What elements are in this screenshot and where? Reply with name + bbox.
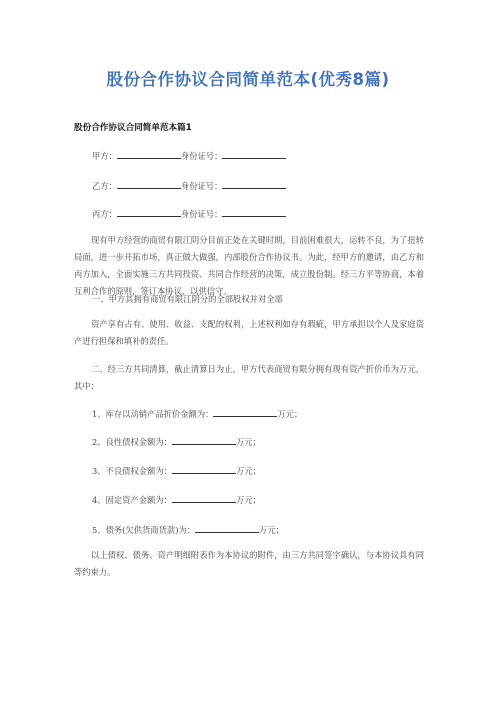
clause-1-body: 资产享有占有、使用、收益、支配的权利，上述权利如存有瑕疵，甲方承担以个人及家庭资产进行担保和填补的责任。 xyxy=(74,319,424,346)
party-line-c xyxy=(92,208,286,220)
closing-paragraph: 以上债权、债务、资产明细附表作为本协议的附件，由三方共同签字确认，与本协议具有同等约束力。 xyxy=(74,550,424,577)
id-blank xyxy=(222,208,286,217)
asset-item xyxy=(92,494,261,506)
item-unit: 万元； xyxy=(235,466,261,476)
id-label: 身份证号： xyxy=(180,209,223,219)
id-blank xyxy=(222,150,286,159)
document-title: 股份合作协议合同简单范本(优秀8篇) xyxy=(106,70,390,89)
intro-paragraph: 现有甲方经营的商贸有限江阴分目前正处在关键时期，目前困难很大，运转不良，为了扭转局面，进一步开拓市场，真正做大做强，内部股份合作协议书。为此，经甲方的邀请，由乙方和丙方加入，全面实施三方共同投资、共同合作经营的决策，成立股份制。经三方平等协商，本着互利合作的原则，签订本协议，以供信守。 xyxy=(74,235,424,296)
party-label: 丙方： xyxy=(92,209,117,219)
item-unit: 万元； xyxy=(259,525,284,535)
party-label: 乙方： xyxy=(92,181,117,191)
item-label: 5、债务(欠供货商货款)为： xyxy=(92,525,196,535)
item-label: 4、固定资产金额为： xyxy=(92,495,172,505)
item-unit: 万元； xyxy=(235,495,261,505)
party-line-b xyxy=(92,180,286,192)
item-label: 1、库存以动销产品折价金额为： xyxy=(92,409,214,419)
item-unit: 万元； xyxy=(235,437,261,447)
asset-item xyxy=(92,436,261,448)
asset-item xyxy=(92,408,302,420)
clause-2-body: 二、经三方共同清算，截止清算日为止，甲方代表商贸有限分拥有现有资产折价币为万元，其中： xyxy=(74,364,424,391)
asset-item xyxy=(92,524,284,536)
item-unit: 万元； xyxy=(277,409,303,419)
item-label: 2、良性债权金额为： xyxy=(92,437,172,447)
party-line-a xyxy=(92,150,286,162)
id-label: 身份证号： xyxy=(180,181,223,191)
id-blank xyxy=(222,180,286,189)
amount-blank xyxy=(172,436,236,445)
item-label: 3、不良债权金额为： xyxy=(92,466,172,476)
amount-blank xyxy=(213,408,277,417)
section-heading: 股份合作协议合同简单范本篇1 xyxy=(74,123,192,133)
clause-1-title: 一、甲方其拥有商贸有限江阴分的全部股权并对全部 xyxy=(92,294,283,304)
amount-blank xyxy=(195,524,259,533)
name-blank xyxy=(117,208,181,217)
name-blank xyxy=(117,150,181,159)
amount-blank xyxy=(172,494,236,503)
asset-item xyxy=(92,465,261,477)
party-label: 甲方： xyxy=(92,151,117,161)
name-blank xyxy=(117,180,181,189)
id-label: 身份证号： xyxy=(180,151,223,161)
amount-blank xyxy=(172,465,236,474)
